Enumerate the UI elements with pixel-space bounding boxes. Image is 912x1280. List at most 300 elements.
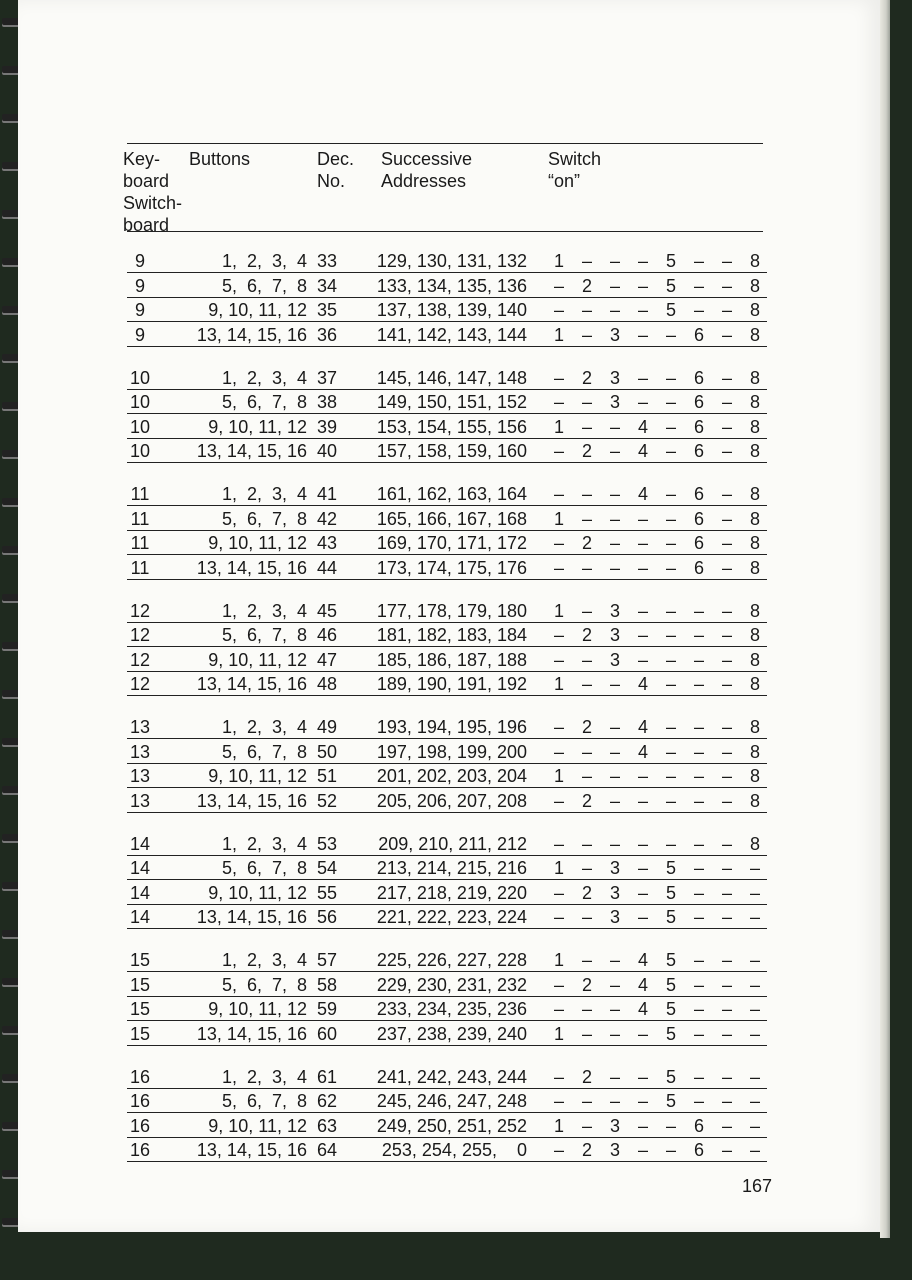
dec-no-cell: 33: [317, 251, 338, 271]
keyboard-cell: 12: [129, 600, 151, 621]
dec-no-cell: 50: [317, 741, 338, 762]
switch-cell: 1: [553, 950, 564, 970]
dec-no-cell: 34: [317, 275, 338, 296]
switch-settings: [552, 484, 764, 506]
switch-cell: –: [609, 974, 620, 995]
switch-cell: 2: [581, 533, 592, 553]
switch-cell: –: [609, 766, 620, 786]
switch-cell: 1: [553, 1023, 564, 1044]
switch-cell: –: [665, 392, 676, 412]
switch-cell: –: [693, 600, 704, 621]
switch-cell: –: [721, 1066, 732, 1087]
table-row: [127, 1023, 767, 1046]
buttons-cell: 1, 2, 3, 4: [216, 950, 307, 970]
keyboard-cell: 13: [129, 766, 151, 786]
switch-cell: –: [693, 950, 704, 970]
switch-cell: –: [665, 717, 676, 737]
switch-cell: –: [637, 557, 648, 578]
buttons-cell: 9, 10, 11, 12: [208, 882, 307, 903]
table-body: [127, 250, 767, 1182]
switch-cell: 1: [553, 600, 564, 621]
table-row: [127, 275, 767, 298]
switch-settings: [552, 276, 764, 298]
switch-cell: –: [665, 833, 676, 854]
switch-cell: 8: [749, 649, 760, 670]
switch-cell: –: [553, 275, 564, 296]
addresses-cell: 169, 170, 171, 172: [376, 533, 527, 553]
page-edge: [880, 0, 890, 1238]
switch-cell: –: [665, 649, 676, 670]
switch-cell: –: [637, 1023, 648, 1044]
switch-cell: –: [553, 1140, 564, 1160]
switch-cell: –: [693, 999, 704, 1019]
addresses-cell: 129, 130, 131, 132: [376, 251, 527, 271]
switch-cell: –: [665, 625, 676, 645]
switch-cell: –: [553, 974, 564, 995]
keyboard-cell: 9: [134, 300, 145, 320]
keyboard-cell: 15: [129, 974, 151, 995]
switch-cell: 8: [749, 324, 760, 345]
switch-cell: –: [721, 1091, 732, 1111]
switch-cell: –: [581, 1115, 592, 1136]
switch-cell: 6: [693, 557, 704, 578]
switch-cell: –: [553, 790, 564, 811]
switch-cell: –: [721, 974, 732, 995]
addresses-cell: 241, 242, 243, 244: [376, 1066, 527, 1087]
switch-cell: 3: [609, 649, 620, 670]
buttons-cell: 5, 6, 7, 8: [216, 1091, 307, 1111]
table-row: [127, 857, 767, 880]
switch-cell: –: [721, 950, 732, 970]
dec-no-cell: 62: [317, 1091, 338, 1111]
switch-cell: –: [553, 1066, 564, 1087]
buttons-cell: 5, 6, 7, 8: [216, 741, 307, 762]
switch-settings: [552, 533, 764, 555]
switch-cell: 8: [749, 367, 760, 388]
switch-cell: –: [637, 251, 648, 271]
keyboard-cell: 15: [129, 950, 151, 970]
switch-settings: [552, 558, 764, 580]
switch-cell: –: [553, 882, 564, 903]
switch-cell: –: [721, 416, 732, 437]
addresses-cell: 197, 198, 199, 200: [376, 741, 527, 762]
switch-cell: 8: [749, 741, 760, 762]
addresses-cell: 189, 190, 191, 192: [376, 674, 527, 694]
addresses-cell: 201, 202, 203, 204: [376, 766, 527, 786]
dec-no-cell: 36: [317, 324, 338, 345]
switch-cell: –: [665, 766, 676, 786]
dec-no-cell: 42: [317, 508, 338, 529]
switch-cell: 8: [749, 416, 760, 437]
addresses-cell: 233, 234, 235, 236: [376, 999, 527, 1019]
keyboard-cell: 10: [129, 367, 151, 388]
table-row: [127, 741, 767, 764]
switch-cell: –: [553, 367, 564, 388]
table-row: [127, 391, 767, 414]
switch-settings: [552, 834, 764, 856]
switch-cell: 8: [749, 790, 760, 811]
dec-no-cell: 54: [317, 858, 338, 878]
switch-settings: [552, 300, 764, 322]
switch-cell: –: [581, 324, 592, 345]
switch-cell: 1: [553, 674, 564, 694]
switch-cell: 3: [609, 882, 620, 903]
switch-cell: 3: [609, 1115, 620, 1136]
switch-cell: 3: [609, 392, 620, 412]
switch-cell: 6: [693, 484, 704, 504]
switch-cell: –: [721, 625, 732, 645]
addresses-cell: 185, 186, 187, 188: [376, 649, 527, 670]
buttons-cell: 1, 2, 3, 4: [216, 717, 307, 737]
switch-cell: –: [637, 1066, 648, 1087]
switch-cell: –: [637, 625, 648, 645]
keyboard-cell: 12: [129, 625, 151, 645]
header-buttons: Buttons: [189, 149, 251, 169]
switch-cell: –: [581, 858, 592, 878]
switch-cell: –: [553, 999, 564, 1019]
switch-cell: –: [693, 300, 704, 320]
dec-no-cell: 53: [317, 833, 338, 854]
addresses-cell: 237, 238, 239, 240: [376, 1023, 527, 1044]
switch-cell: –: [665, 324, 676, 345]
keyboard-cell: 16: [129, 1115, 151, 1136]
table-row: [127, 1090, 767, 1113]
keyboard-cell: 9: [134, 251, 145, 271]
switch-cell: –: [721, 441, 732, 461]
buttons-cell: 13, 14, 15, 16: [196, 324, 307, 345]
switch-cell: –: [693, 974, 704, 995]
switch-cell: 8: [749, 300, 760, 320]
switch-cell: 8: [749, 766, 760, 786]
keyboard-cell: 9: [134, 324, 145, 345]
switch-cell: –: [693, 625, 704, 645]
switch-cell: –: [609, 950, 620, 970]
switch-cell: –: [637, 882, 648, 903]
switch-cell: –: [749, 999, 760, 1019]
row-group: [127, 716, 767, 813]
switch-settings: [552, 441, 764, 463]
switch-cell: 8: [749, 251, 760, 271]
switch-cell: 8: [749, 625, 760, 645]
switch-cell: –: [553, 625, 564, 645]
dec-no-cell: 52: [317, 790, 338, 811]
switch-cell: 6: [693, 441, 704, 461]
table-row: [127, 1115, 767, 1138]
switch-cell: –: [665, 1140, 676, 1160]
switch-cell: 1: [553, 416, 564, 437]
switch-cell: –: [637, 392, 648, 412]
switch-cell: 3: [609, 907, 620, 927]
switch-cell: –: [609, 441, 620, 461]
switch-cell: 1: [553, 766, 564, 786]
table-row: [127, 998, 767, 1021]
row-group: [127, 949, 767, 1046]
switch-cell: 3: [609, 1140, 620, 1160]
switch-settings: [552, 999, 764, 1021]
table-row: [127, 557, 767, 580]
switch-cell: –: [637, 275, 648, 296]
switch-cell: –: [665, 790, 676, 811]
buttons-cell: 5, 6, 7, 8: [216, 974, 307, 995]
dec-no-cell: 45: [317, 600, 338, 621]
switch-cell: –: [609, 833, 620, 854]
row-group: [127, 600, 767, 697]
switch-cell: –: [693, 1023, 704, 1044]
switch-cell: –: [609, 275, 620, 296]
switch-cell: 8: [749, 508, 760, 529]
row-group: [127, 833, 767, 930]
table-row: [127, 440, 767, 463]
keyboard-cell: 16: [129, 1091, 151, 1111]
dec-no-cell: 38: [317, 392, 338, 412]
switch-cell: –: [721, 907, 732, 927]
switch-cell: –: [721, 649, 732, 670]
switch-cell: 6: [693, 324, 704, 345]
switch-cell: 5: [665, 275, 676, 296]
switch-cell: –: [665, 441, 676, 461]
addresses-cell: 225, 226, 227, 228: [376, 950, 527, 970]
switch-cell: –: [665, 533, 676, 553]
switch-cell: –: [721, 508, 732, 529]
switch-cell: –: [721, 275, 732, 296]
table-row: [127, 765, 767, 788]
switch-cell: 3: [609, 858, 620, 878]
addresses-cell: 209, 210, 211, 212: [378, 833, 527, 854]
switch-cell: 6: [693, 367, 704, 388]
table-row: [127, 790, 767, 813]
switch-cell: –: [721, 533, 732, 553]
switch-cell: –: [609, 300, 620, 320]
addresses-cell: 213, 214, 215, 216: [376, 858, 527, 878]
switch-cell: –: [609, 1023, 620, 1044]
switch-cell: 2: [581, 790, 592, 811]
dec-no-cell: 49: [317, 717, 338, 737]
switch-settings: [552, 674, 764, 696]
dec-no-cell: 39: [317, 416, 338, 437]
dec-no-cell: 64: [317, 1140, 338, 1160]
switch-cell: 8: [749, 392, 760, 412]
switch-cell: –: [749, 950, 760, 970]
switch-cell: –: [721, 674, 732, 694]
switch-cell: –: [581, 251, 592, 271]
addresses-cell: 165, 166, 167, 168: [376, 508, 527, 529]
switch-settings: [552, 858, 764, 880]
switch-cell: –: [581, 392, 592, 412]
buttons-cell: 9, 10, 11, 12: [208, 533, 307, 553]
addresses-cell: 137, 138, 139, 140: [376, 300, 527, 320]
switch-cell: 6: [693, 508, 704, 529]
switch-cell: –: [665, 557, 676, 578]
switch-cell: –: [749, 1023, 760, 1044]
addresses-cell: 221, 222, 223, 224: [376, 907, 527, 927]
table-row: [127, 416, 767, 439]
switch-cell: –: [553, 649, 564, 670]
keyboard-cell: 14: [129, 882, 151, 903]
switch-settings: [552, 650, 764, 672]
switch-cell: –: [609, 1091, 620, 1111]
buttons-cell: 5, 6, 7, 8: [216, 508, 307, 529]
switch-cell: –: [721, 766, 732, 786]
dec-no-cell: 51: [317, 766, 338, 786]
addresses-cell: 145, 146, 147, 148: [376, 367, 527, 388]
buttons-cell: 13, 14, 15, 16: [196, 674, 307, 694]
buttons-cell: 9, 10, 11, 12: [208, 999, 307, 1019]
switch-settings: [552, 1091, 764, 1113]
table-row: [127, 508, 767, 531]
switch-cell: –: [749, 974, 760, 995]
switch-cell: –: [693, 1066, 704, 1087]
table-row: [127, 299, 767, 322]
addresses-cell: 217, 218, 219, 220: [376, 882, 527, 903]
table-row: [127, 673, 767, 696]
switch-cell: –: [721, 600, 732, 621]
table-header: [123, 143, 763, 235]
switch-cell: –: [553, 717, 564, 737]
buttons-cell: 1, 2, 3, 4: [216, 833, 307, 854]
switch-cell: –: [637, 1091, 648, 1111]
dec-no-cell: 41: [317, 484, 338, 504]
keyboard-cell: 15: [129, 1023, 151, 1044]
switch-cell: –: [581, 557, 592, 578]
switch-cell: 5: [665, 1023, 676, 1044]
switch-cell: –: [721, 392, 732, 412]
buttons-cell: 5, 6, 7, 8: [216, 392, 307, 412]
switch-cell: –: [553, 557, 564, 578]
dec-no-cell: 40: [317, 441, 338, 461]
keyboard-cell: 9: [134, 275, 145, 296]
buttons-cell: 5, 6, 7, 8: [216, 625, 307, 645]
switch-cell: 2: [581, 1066, 592, 1087]
switch-cell: 8: [749, 717, 760, 737]
switch-cell: 5: [665, 950, 676, 970]
row-group: [127, 1066, 767, 1163]
table-row: [127, 649, 767, 672]
keyboard-cell: 10: [129, 392, 151, 412]
keyboard-cell: 14: [129, 907, 151, 927]
buttons-cell: 13, 14, 15, 16: [196, 441, 307, 461]
switch-cell: –: [637, 324, 648, 345]
switch-cell: 3: [609, 625, 620, 645]
keyboard-cell: 13: [129, 790, 151, 811]
switch-cell: –: [665, 600, 676, 621]
table-row: [127, 624, 767, 647]
table-row: [127, 906, 767, 929]
switch-cell: 4: [637, 999, 648, 1019]
switch-cell: –: [721, 741, 732, 762]
dec-no-cell: 37: [317, 367, 338, 388]
switch-cell: –: [665, 416, 676, 437]
switch-cell: 2: [581, 625, 592, 645]
switch-cell: –: [609, 557, 620, 578]
row-group: [127, 250, 767, 347]
switch-cell: 6: [693, 392, 704, 412]
dec-no-cell: 57: [317, 950, 338, 970]
switch-cell: –: [693, 717, 704, 737]
switch-settings: [552, 325, 764, 347]
switch-cell: –: [581, 833, 592, 854]
dec-no-cell: 43: [317, 533, 338, 553]
switch-cell: 2: [581, 275, 592, 296]
addresses-cell: 133, 134, 135, 136: [376, 275, 527, 296]
switch-cell: –: [721, 717, 732, 737]
buttons-cell: 1, 2, 3, 4: [216, 484, 307, 504]
row-group: [127, 483, 767, 580]
keyboard-cell: 14: [129, 833, 151, 854]
buttons-cell: 13, 14, 15, 16: [196, 790, 307, 811]
switch-settings: [552, 950, 764, 972]
header-successive-addresses: Successive Addresses: [381, 149, 473, 191]
addresses-cell: 181, 182, 183, 184: [376, 625, 527, 645]
switch-cell: –: [721, 1140, 732, 1160]
dec-no-cell: 63: [317, 1115, 338, 1136]
switch-cell: 5: [665, 907, 676, 927]
switch-settings: [552, 625, 764, 647]
switch-cell: –: [721, 882, 732, 903]
switch-cell: –: [693, 251, 704, 271]
switch-settings: [552, 601, 764, 623]
switch-cell: –: [581, 1091, 592, 1111]
switch-cell: 4: [637, 484, 648, 504]
switch-settings: [552, 907, 764, 929]
switch-cell: –: [721, 557, 732, 578]
switch-cell: –: [693, 907, 704, 927]
buttons-cell: 13, 14, 15, 16: [196, 1023, 307, 1044]
switch-cell: 1: [553, 508, 564, 529]
switch-cell: –: [581, 674, 592, 694]
switch-cell: –: [721, 300, 732, 320]
keyboard-cell: 12: [129, 649, 151, 670]
switch-cell: –: [721, 484, 732, 504]
table-row: [127, 1139, 767, 1162]
addresses-cell: 229, 230, 231, 232: [376, 974, 527, 995]
switch-cell: 4: [637, 416, 648, 437]
keyboard-cell: 11: [130, 533, 150, 553]
switch-cell: 2: [581, 1140, 592, 1160]
buttons-cell: 1, 2, 3, 4: [216, 1066, 307, 1087]
switch-cell: –: [553, 300, 564, 320]
addresses-cell: 205, 206, 207, 208: [376, 790, 527, 811]
switch-cell: –: [749, 1091, 760, 1111]
switch-cell: –: [581, 1023, 592, 1044]
switch-cell: 4: [637, 441, 648, 461]
switch-cell: –: [749, 882, 760, 903]
switch-cell: –: [665, 1115, 676, 1136]
switch-cell: –: [749, 1066, 760, 1087]
switch-cell: –: [581, 950, 592, 970]
switch-settings: [552, 368, 764, 390]
table-row: [127, 1066, 767, 1089]
switch-settings: [552, 975, 764, 997]
switch-cell: 8: [749, 441, 760, 461]
table-row: [127, 882, 767, 905]
switch-cell: 2: [581, 974, 592, 995]
switch-cell: –: [693, 741, 704, 762]
switch-cell: –: [721, 833, 732, 854]
switch-cell: –: [693, 649, 704, 670]
dec-no-cell: 47: [317, 649, 338, 670]
switch-cell: 2: [581, 717, 592, 737]
switch-cell: –: [581, 484, 592, 504]
dec-no-cell: 44: [317, 557, 338, 578]
switch-cell: –: [749, 1140, 760, 1160]
switch-cell: 1: [553, 858, 564, 878]
switch-cell: –: [637, 907, 648, 927]
switch-cell: –: [609, 790, 620, 811]
switch-cell: –: [693, 674, 704, 694]
table-row: [127, 949, 767, 972]
dec-no-cell: 48: [317, 674, 338, 694]
switch-cell: 5: [665, 1091, 676, 1111]
